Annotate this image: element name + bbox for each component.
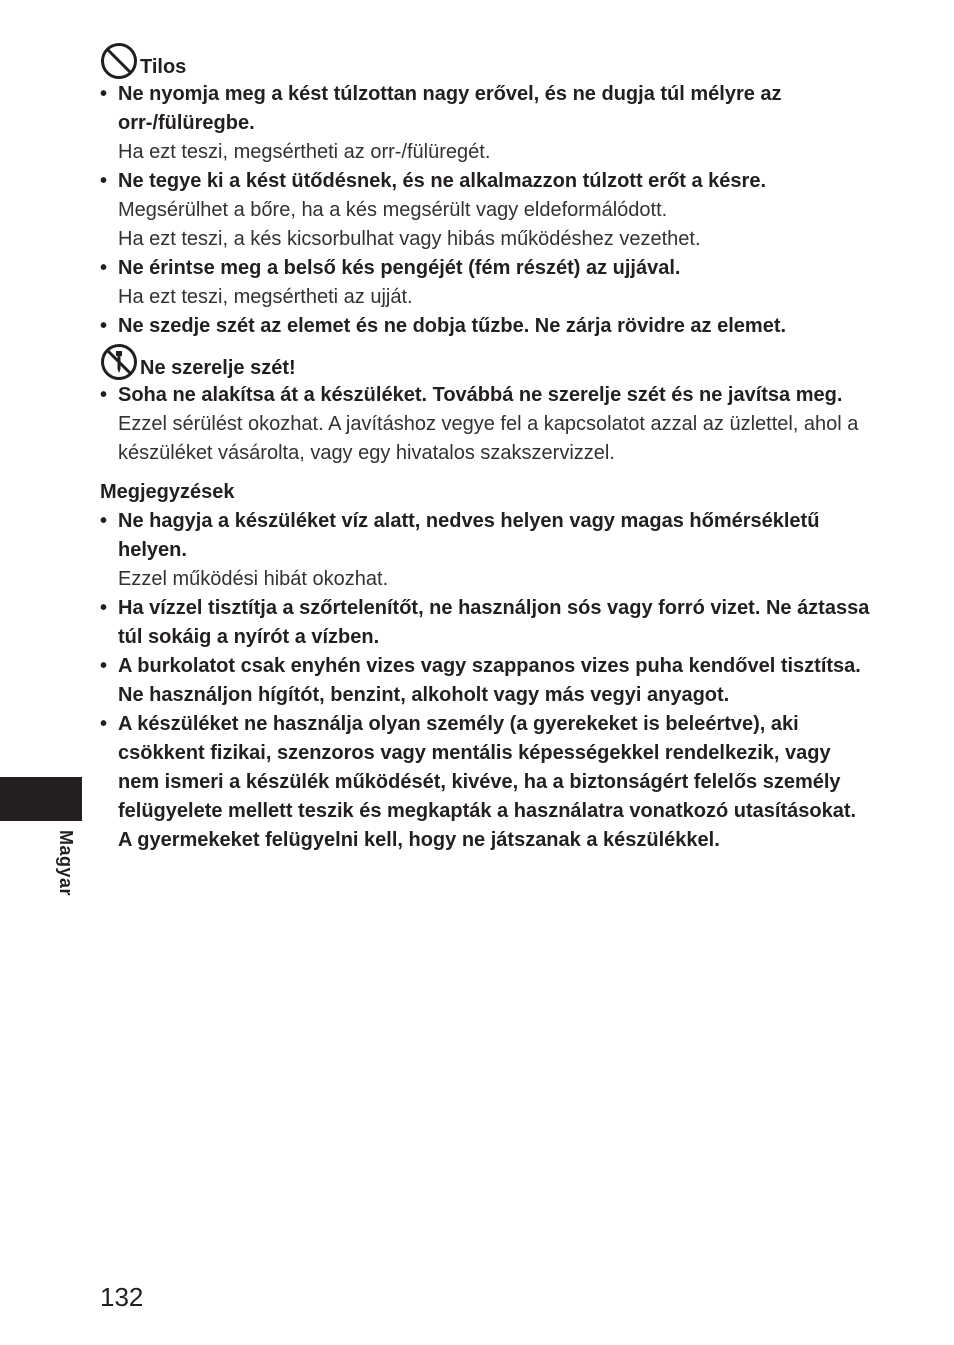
document-body bbox=[100, 40, 870, 855]
section-title: Ne szerelje szét! bbox=[140, 357, 296, 379]
consequence-text: Ha ezt teszi, megsértheti az ujját. bbox=[118, 286, 413, 308]
notes-list bbox=[100, 507, 870, 855]
list-item bbox=[100, 594, 870, 652]
consequence-text: Ha ezt teszi, a kés kicsorbulhat vagy hibás működéshez vezethet. bbox=[118, 228, 701, 250]
consequence-text: Ezzel működési hibát okozhat. bbox=[118, 568, 389, 590]
section-heading-disassemble bbox=[100, 341, 870, 381]
note-text: A készüléket ne használja olyan személy (a gyerekeket is beleértve), aki csökkent fizikai, szenzoros vagy mentális képességekkel rendelkezik, vagy nem ismeri a készülék működését, kivéve, ha a biztonságért felelős személy felügyelete mellett teszik és megkapták a használatra vonatkozó utasításokat. A gyermekeket felügyelni kell, hogy ne játszanak a készülékkel. bbox=[118, 713, 857, 851]
note-text: Ne hagyja a készüléket víz alatt, nedves helyen vagy magas hőmérsékletű helyen. bbox=[118, 510, 820, 561]
bullet: • bbox=[100, 83, 108, 105]
no-disassembly-icon bbox=[100, 343, 138, 381]
warning-text: Ne szedje szét az elemet és ne dobja tűzbe. Ne zárja rövidre az elemet. bbox=[118, 315, 787, 337]
list-item bbox=[100, 710, 870, 855]
consequence-text: Ezzel sérülést okozhat. A javításhoz vegye fel a kapcsolatot azzal az üzlettel, ahol a készüléket vásárolta, vagy egy hivatalos szakszervizzel. bbox=[118, 413, 859, 464]
note-text: A burkolatot csak enyhén vizes vagy szappanos vizes puha kendővel tisztítsa. Ne használjon hígítót, benzint, alkoholt vagy más vegyi anyagot. bbox=[118, 655, 861, 706]
list-item bbox=[100, 652, 870, 710]
list-item bbox=[100, 381, 870, 468]
prohibition-icon bbox=[100, 42, 138, 80]
language-tab-marker bbox=[0, 777, 82, 821]
consequence-text: Megsérülhet a bőre, ha a kés megsérült vagy eldeformálódott. bbox=[118, 199, 668, 221]
bullet: • bbox=[100, 257, 108, 279]
tilos-list bbox=[100, 80, 870, 341]
warning-text: Ne érintse meg a belső kés pengéjét (fém részét) az ujjával. bbox=[118, 257, 681, 279]
consequence-text: Ha ezt teszi, megsértheti az orr-/fülüregét. bbox=[118, 141, 491, 163]
warning-text: Ne nyomja meg a kést túlzottan nagy erővel, és ne dugja túl mélyre az orr-/fülüregbe. bbox=[118, 83, 782, 134]
bullet: • bbox=[100, 170, 108, 192]
notes-heading: Megjegyzések bbox=[100, 481, 235, 503]
list-item bbox=[100, 80, 870, 167]
section-heading-tilos bbox=[100, 40, 870, 80]
warning-text: Ne tegye ki a kést ütődésnek, és ne alkalmazzon túlzott erőt a késre. bbox=[118, 170, 767, 192]
page-number: 132 bbox=[100, 1282, 144, 1312]
warning-text: Soha ne alakítsa át a készüléket. Továbbá ne szerelje szét és ne javítsa meg. bbox=[118, 384, 843, 406]
list-item bbox=[100, 167, 870, 254]
bullet: • bbox=[100, 384, 108, 406]
bullet: • bbox=[100, 713, 108, 735]
bullet: • bbox=[100, 510, 108, 532]
bullet: • bbox=[100, 597, 108, 619]
language-label: Magyar bbox=[56, 830, 76, 897]
list-item bbox=[100, 254, 870, 312]
list-item bbox=[100, 507, 870, 594]
list-item bbox=[100, 312, 870, 341]
bullet: • bbox=[100, 655, 108, 677]
section-title: Tilos bbox=[140, 56, 187, 78]
language-side-label bbox=[46, 830, 86, 920]
note-text: Ha vízzel tisztítja a szőrtelenítőt, ne használjon sós vagy forró vizet. Ne áztassa túl sokáig a nyírót a vízben. bbox=[118, 597, 870, 648]
bullet: • bbox=[100, 315, 108, 337]
disassemble-list bbox=[100, 381, 870, 468]
